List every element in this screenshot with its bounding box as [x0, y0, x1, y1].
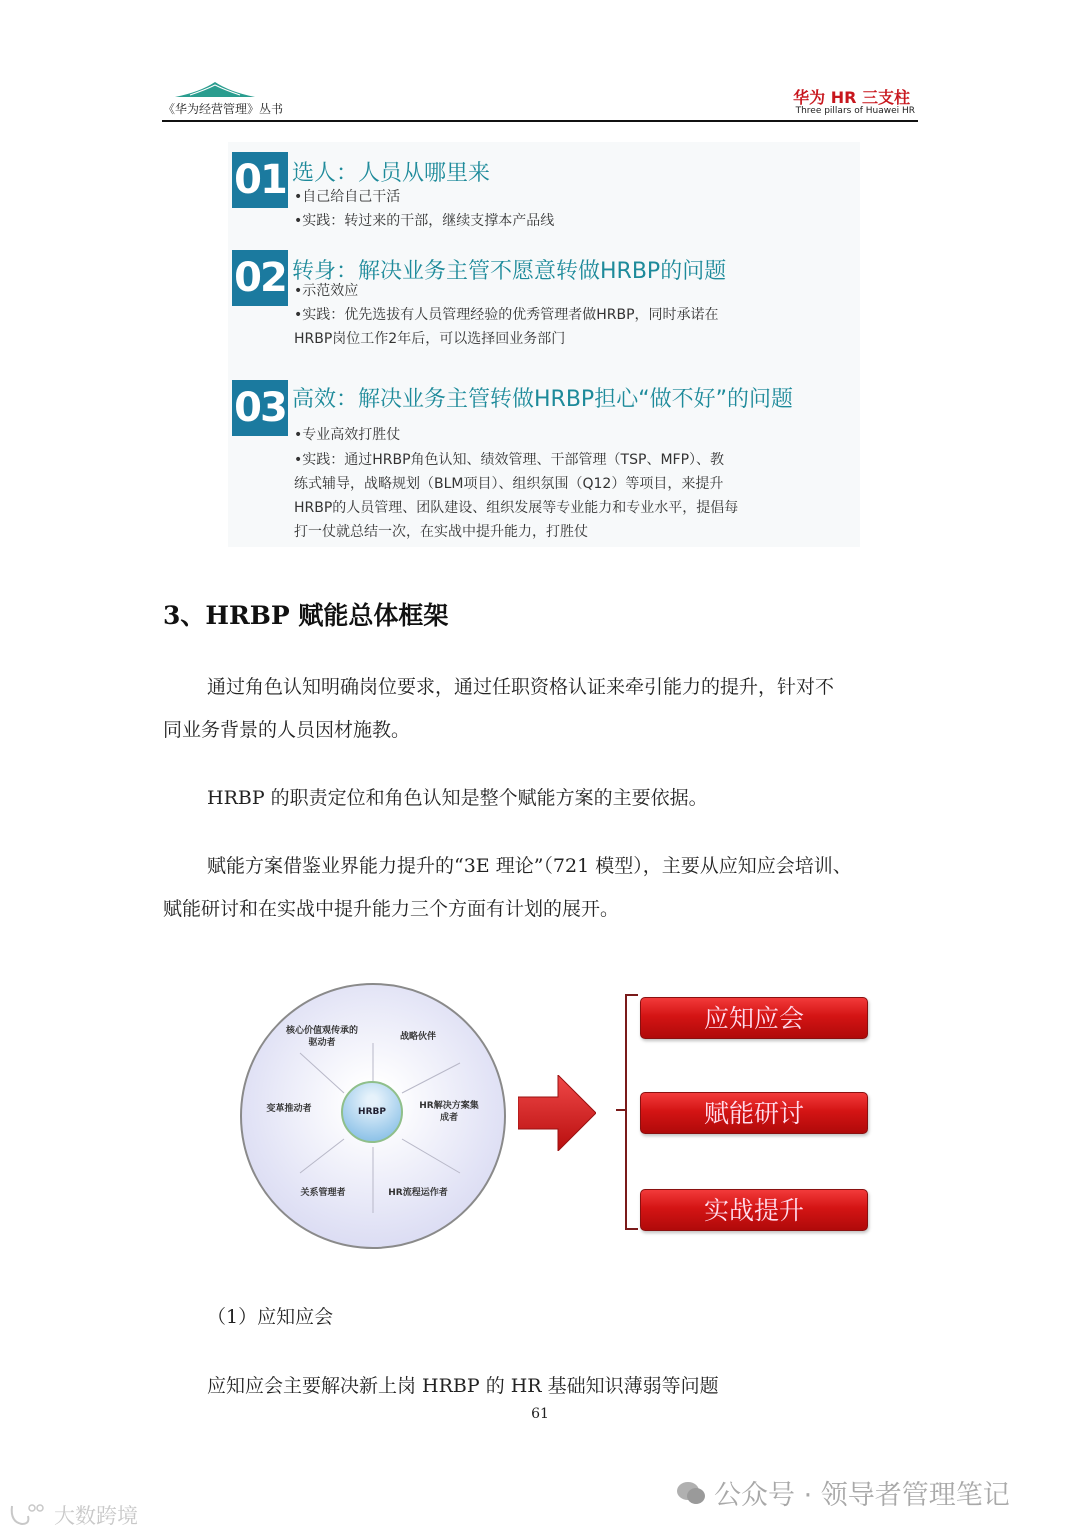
paragraph-3-line-1: 赋能方案借鉴业界能力提升的“3E 理论”（721 模型），主要从应知应会培训、	[207, 855, 852, 877]
item-line: HRBP的人员管理、团队建设、组织发展等专业能力和专业水平，提倡每	[294, 500, 739, 516]
role-relationship-manager: 关系管理者	[300, 1188, 346, 1198]
item-title: 高效：解决业务主管转做HRBP担心“做不好”的问题	[292, 387, 793, 412]
paragraph-2: HRBP 的职责定位和角色认知是整个赋能方案的主要依据。	[207, 787, 708, 809]
role-label: 驱动者	[308, 1038, 336, 1048]
item-line: 打一仗就总结一次，在实战中提升能力，打胜仗	[294, 524, 588, 540]
outcome-practice: 实战提升	[640, 1189, 868, 1231]
watermark-logo-icon	[8, 1502, 48, 1528]
section-heading: 3、HRBP 赋能总体框架	[163, 601, 449, 630]
item-line: •自己给自己干活	[294, 189, 401, 205]
watermark-text: 大数跨境	[54, 1504, 138, 1528]
paragraph-1-line-2: 同业务背景的人员因材施教。	[163, 719, 411, 741]
role-label: HR解决方案集	[419, 1101, 479, 1111]
item-line: •示范效应	[294, 283, 359, 299]
slide-image	[228, 142, 860, 547]
watermark-text: 公众号 · 领导者管理笔记	[714, 1480, 1010, 1511]
right-arrow-icon	[518, 1075, 596, 1151]
item-title: 选人：人员从哪里来	[292, 161, 491, 186]
item-line: •实践：优先选拔有人员管理经验的优秀管理者做HRBP，同时承诺在	[294, 307, 719, 323]
role-change-agent: 变革推动者	[266, 1104, 312, 1114]
series-title: 《华为经营管理》丛书	[163, 102, 284, 116]
role-solution-integrator	[410, 1100, 488, 1124]
paragraph-3-line-2: 赋能研讨和在实战中提升能力三个方面有计划的展开。	[163, 898, 620, 920]
item-number: 02	[232, 250, 288, 306]
role-core-values	[272, 1025, 372, 1049]
outcome-knowledge: 应知应会	[640, 997, 868, 1039]
role-strategic-partner: 战略伙伴	[399, 1032, 436, 1042]
page-number: 61	[531, 1406, 549, 1422]
item-number: 03	[232, 380, 288, 436]
bracket-icon	[612, 993, 642, 1231]
outcome-workshop: 赋能研讨	[640, 1092, 868, 1134]
paragraph-1-line-1: 通过角色认知明确岗位要求，通过任职资格认证来牵引能力的提升，针对不	[207, 676, 835, 698]
book-title: 华为 HR 三支柱	[793, 88, 910, 107]
subsection-heading: （1）应知应会	[207, 1306, 334, 1328]
role-label: 核心价值观传承的	[285, 1026, 358, 1036]
item-line: •实践：通过HRBP角色认知、绩效管理、干部管理（TSP、MFP）、教	[294, 452, 725, 468]
header-divider	[162, 120, 918, 122]
item-line: •专业高效打胜仗	[294, 427, 401, 443]
corner-watermark	[8, 1500, 138, 1530]
hrbp-hub: HRBP	[341, 1081, 403, 1143]
wechat-watermark	[676, 1473, 1010, 1512]
item-line: 练式辅导，战略规划（BLM项目）、组织氛围（Q12）等项目，来提升	[294, 476, 724, 492]
item-line: HRBP岗位工作2年后，可以选择回业务部门	[294, 331, 566, 347]
book-subtitle: Three pillars of Huawei HR	[795, 106, 915, 116]
role-label: 成者	[439, 1113, 458, 1123]
role-process-operator: HR流程运作者	[388, 1188, 448, 1198]
item-title: 转身：解决业务主管不愿意转做HRBP的问题	[292, 259, 727, 284]
item-line: •实践：转过来的干部，继续支撑本产品线	[294, 213, 555, 229]
series-logo-icon	[170, 80, 260, 98]
wechat-icon	[676, 1480, 706, 1506]
subsection-text: 应知应会主要解决新上岗 HRBP 的 HR 基础知识薄弱等问题	[207, 1375, 719, 1397]
item-number: 01	[232, 152, 288, 208]
